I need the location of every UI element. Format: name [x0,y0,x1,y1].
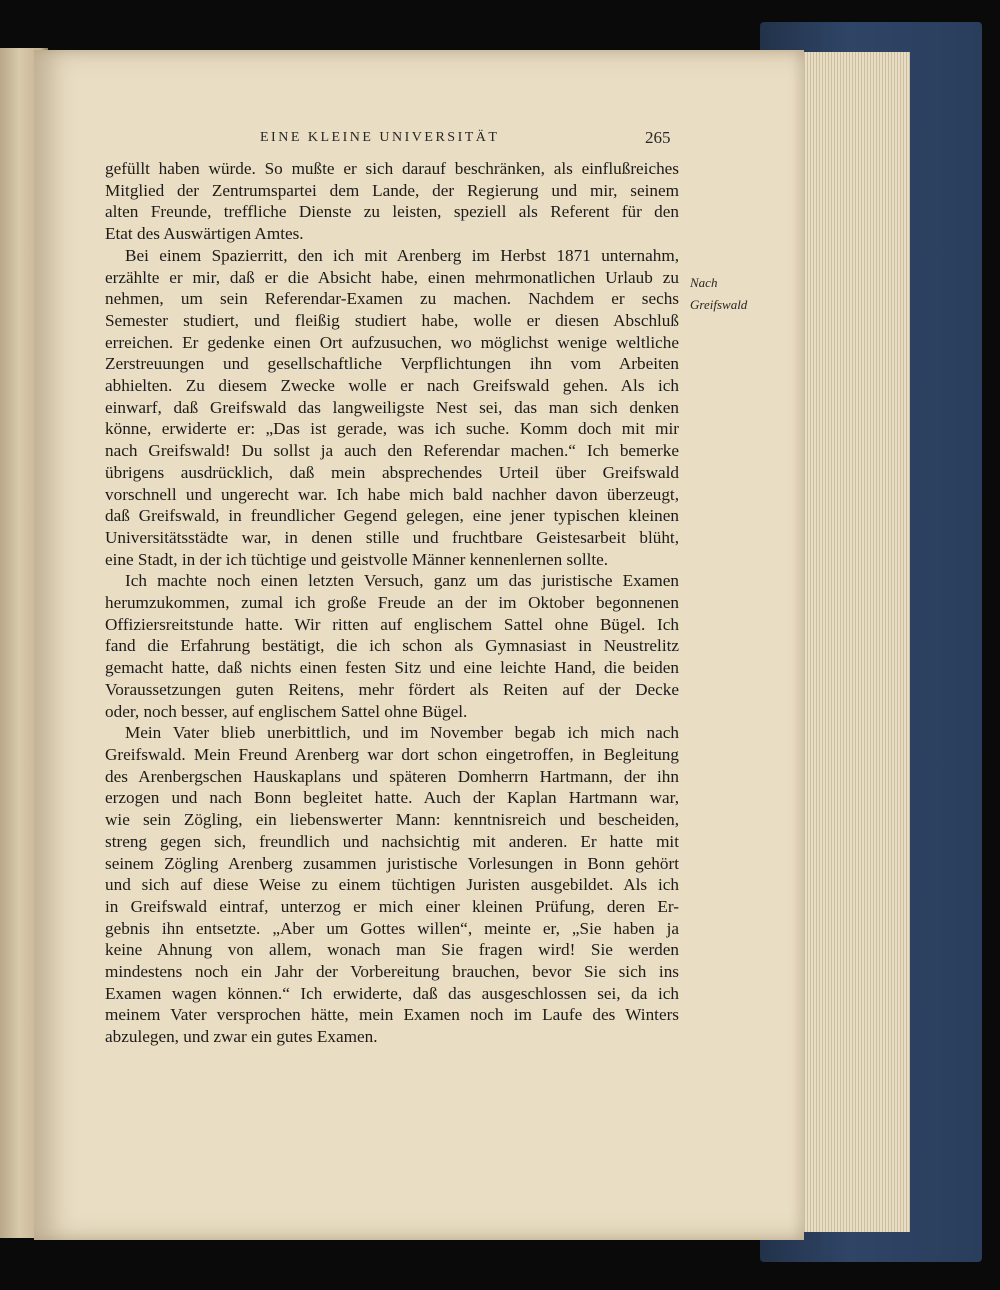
text-line: gebnis ihn entsetzte. „Aber um Gottes willen“, meinte er, „Sie haben ja [105,918,679,938]
text-line: daß Greifswald, in freundlicher Gegend gelegen, eine jener typischen kleinen [105,506,679,526]
text-line: Bei einem Spazierritt, den ich mit Arenberg im Herbst 1871 unternahm, [125,245,679,265]
text-line: erzogen und nach Bonn begleitet hatte. Auch der Kaplan Hartmann war, [105,788,679,808]
text-line: Examen wagen können.“ Ich erwiderte, daß das ausgeschlossen sei, da ich [105,983,679,1003]
text-line: erzählte er mir, daß er die Absicht habe, einen mehrmonatlichen Urlaub zu [105,267,679,287]
text-line: Voraussetzungen guten Reitens, mehr fördert als Reiten auf der Decke [105,679,679,699]
text-line: Ich machte noch einen letzten Versuch, ganz um das juristische Examen [125,571,679,591]
text-line: nehmen, um sein Referendar-Examen zu machen. Nachdem er sechs [105,289,679,309]
page-edges [790,52,910,1232]
margin-note [690,272,747,316]
text-line: Etat des Auswärtigen Amtes. [105,224,304,244]
text-line: vorschnell und ungerecht war. Ich habe mich bald nachher davon überzeugt, [105,484,679,504]
text-line: fand die Erfahrung bestätigt, die ich schon als Gymnasiast in Neustrelitz [105,636,679,656]
text-line: Zerstreuungen und gesellschaftliche Verpflichtungen ihn vom Arbeiten [105,354,679,374]
text-line: in Greifswald eintraf, unterzog er mich einer kleinen Prüfung, deren Er- [105,896,679,916]
text-line: Mitglied der Zentrumspartei dem Lande, der Regierung und mir, seinem [105,180,679,200]
text-line: einwarf, daß Greifswald das langweiligste Nest sei, das man sich denken [105,397,679,417]
text-line: Offiziersreitstunde hatte. Wir ritten auf englischem Sattel ohne Bügel. Ich [105,614,679,634]
text-line: alten Freunde, treffliche Dienste zu leisten, speziell als Referent für den [105,202,679,222]
text-line: Semester studiert, und fleißig studiert habe, wolle er diesen Abschluß [105,310,679,330]
text-line: eine Stadt, in der ich tüchtige und geistvolle Männer kennenlernen sollte. [105,549,609,569]
text-line: abzulegen, und zwar ein gutes Examen. [105,1027,378,1047]
running-head: EINE KLEINE UNIVERSITÄT [260,130,500,145]
text-line: herumzukommen, zumal ich große Freude an der im Oktober begonnenen [105,593,679,613]
page-number: 265 [645,128,671,147]
text-line: nach Greifswald! Du sollst ja auch den Referendar machen.“ Ich bemerke [105,441,679,461]
text-line: meinem Vater versprochen hätte, mein Examen noch im Laufe des Winters [105,1005,679,1025]
text-line: Greifswald. Mein Freund Arenberg war dort schon eingetroffen, in Begleitung [105,744,679,764]
text-line: und sich auf diese Weise zu einem tüchtigen Juristen ausgebildet. Als ich [105,875,679,895]
margin-note-line: Nach [690,275,718,290]
text-line: Mein Vater blieb unerbittlich, und im November begab ich mich nach [125,723,679,743]
text-line: gefüllt haben würde. So mußte er sich darauf beschränken, als einflußreiches [105,159,679,178]
text-line: übrigens ausdrücklich, daß mein absprechendes Urteil über Greifswald [105,462,679,482]
text-line: Universitätsstädte war, in denen stille und fruchtbare Geistesarbeit blüht, [105,527,679,547]
text-line: mindestens noch ein Jahr der Vorbereitung brauchen, bevor Sie sich ins [105,962,679,982]
text-line: streng gegen sich, freundlich und nachsichtig mit anderen. Er hatte mit [105,831,679,851]
text-line: des Arenbergschen Hauskaplans und späteren Domherrn Hartmann, der ihn [105,766,679,786]
text-line: wie sein Zögling, ein liebenswerter Mann: kenntnisreich und bescheiden, [105,810,679,830]
margin-note-line: Greifswald [690,297,748,312]
text-line: oder, noch besser, auf englischem Sattel ohne Bügel. [105,701,468,721]
text-line: abhielten. Zu diesem Zwecke wolle er nach Greifswald gehen. Als ich [105,376,679,396]
text-line: gemacht hatte, daß nichts einen festen Sitz und eine leichte Hand, die beiden [105,658,679,678]
text-line: könne, erwiderte er: „Das ist gerade, was ich suche. Komm doch mit mir [105,419,679,439]
text-line: keine Ahnung von allem, wonach man Sie fragen wird! Sie werden [105,940,679,960]
text-line: erreichen. Er gedenke einen Ort aufzusuchen, wo möglichst wenige weltliche [105,332,679,352]
body-text [105,158,679,1048]
text-line: seinem Zögling Arenberg zusammen juristische Vorlesungen in Bonn gehört [105,853,679,873]
